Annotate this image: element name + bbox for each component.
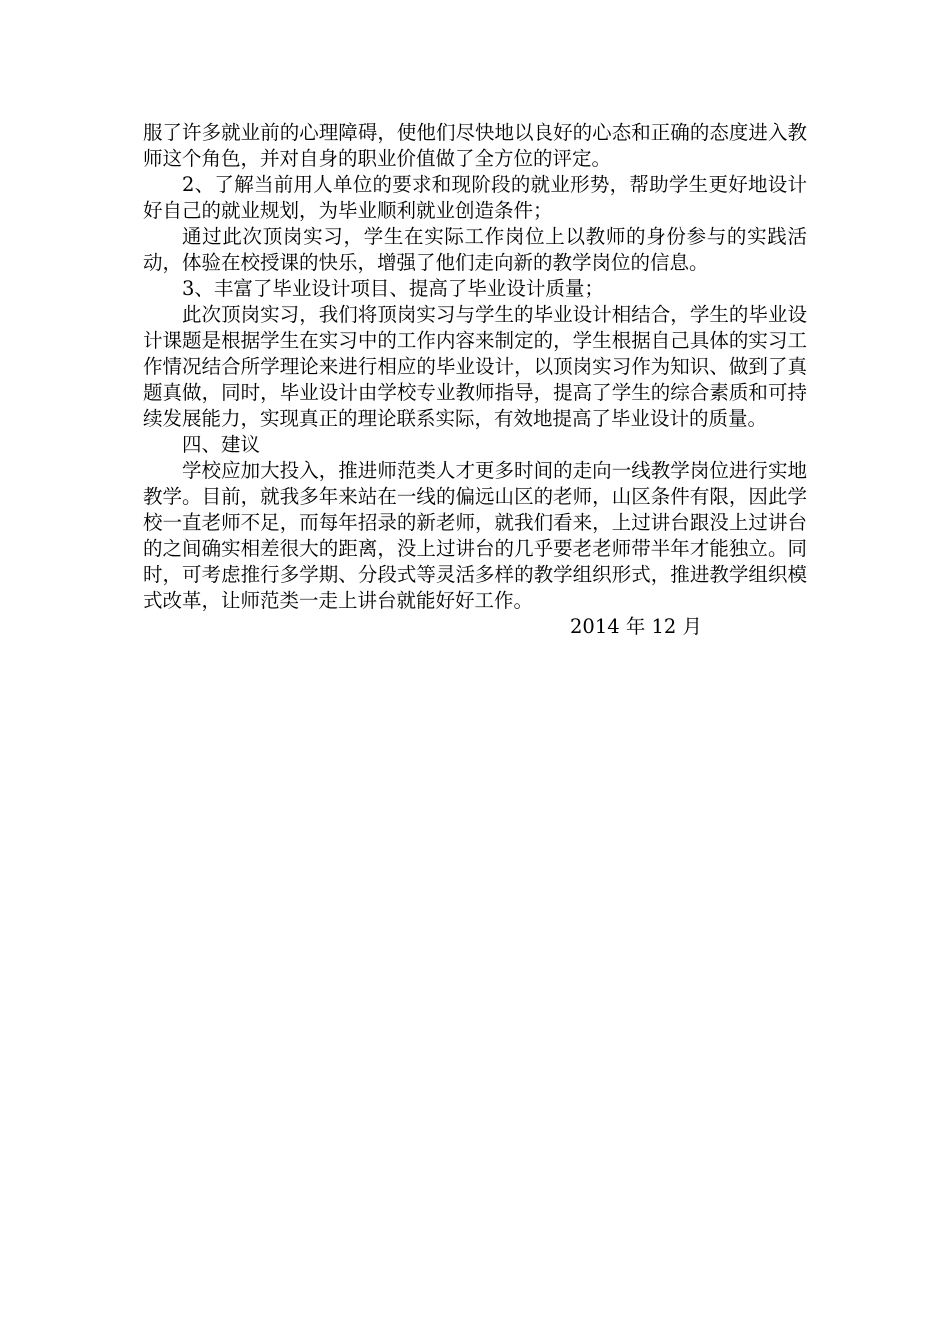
paragraph-continuation: 服了许多就业前的心理障碍，使他们尽快地以良好的心态和正确的态度进入教师这个角色，并对自身的职业价值做了全方位的评定。 [143, 121, 807, 170]
paragraph-internship-experience: 通过此次顶岗实习，学生在实际工作岗位上以教师的身份参与的实践活动，体验在校授课的快乐，增强了他们走向新的教学岗位的信息。 [143, 225, 807, 274]
paragraph-point-2: 2、了解当前用人单位的要求和现阶段的就业形势，帮助学生更好地设计好自己的就业规划，为毕业顺利就业创造条件； [143, 173, 807, 222]
paragraph-point-3: 3、丰富了毕业设计项目、提高了毕业设计质量； [182, 277, 604, 300]
paragraph-graduation-design: 此次顶岗实习，我们将顶岗实习与学生的毕业设计相结合，学生的毕业设计课题是根据学生在实习中的工作内容来制定的，学生根据自己具体的实习工作情况结合所学理论来进行相应的毕业设计，以顶岗实习作为知识、做到了真题真做，同时，毕业设计由学校专业教师指导，提高了学生的综合素质和可持续发展能力，实现真正的理论联系实际，有效地提高了毕业设计的质量。 [143, 303, 807, 430]
document-date: 2014 年 12 月 [570, 615, 703, 638]
document-body [143, 120, 807, 638]
paragraph-suggestions: 学校应加大投入，推进师范类人才更多时间的走向一线教学岗位进行实地教学。目前，就我多年来站在一线的偏远山区的老师，山区条件有限，因此学校一直老师不足，而每年招录的新老师，就我们看来，上过讲台跟没上过讲台的之间确实相差很大的距离，没上过讲台的几乎要老老师带半年才能独立。同时，可考虑推行多学期、分段式等灵活多样的教学组织形式，推进教学组织模式改革，让师范类一走上讲台就能好好工作。 [143, 459, 807, 612]
section-heading-suggestions: 四、建议 [182, 433, 261, 456]
